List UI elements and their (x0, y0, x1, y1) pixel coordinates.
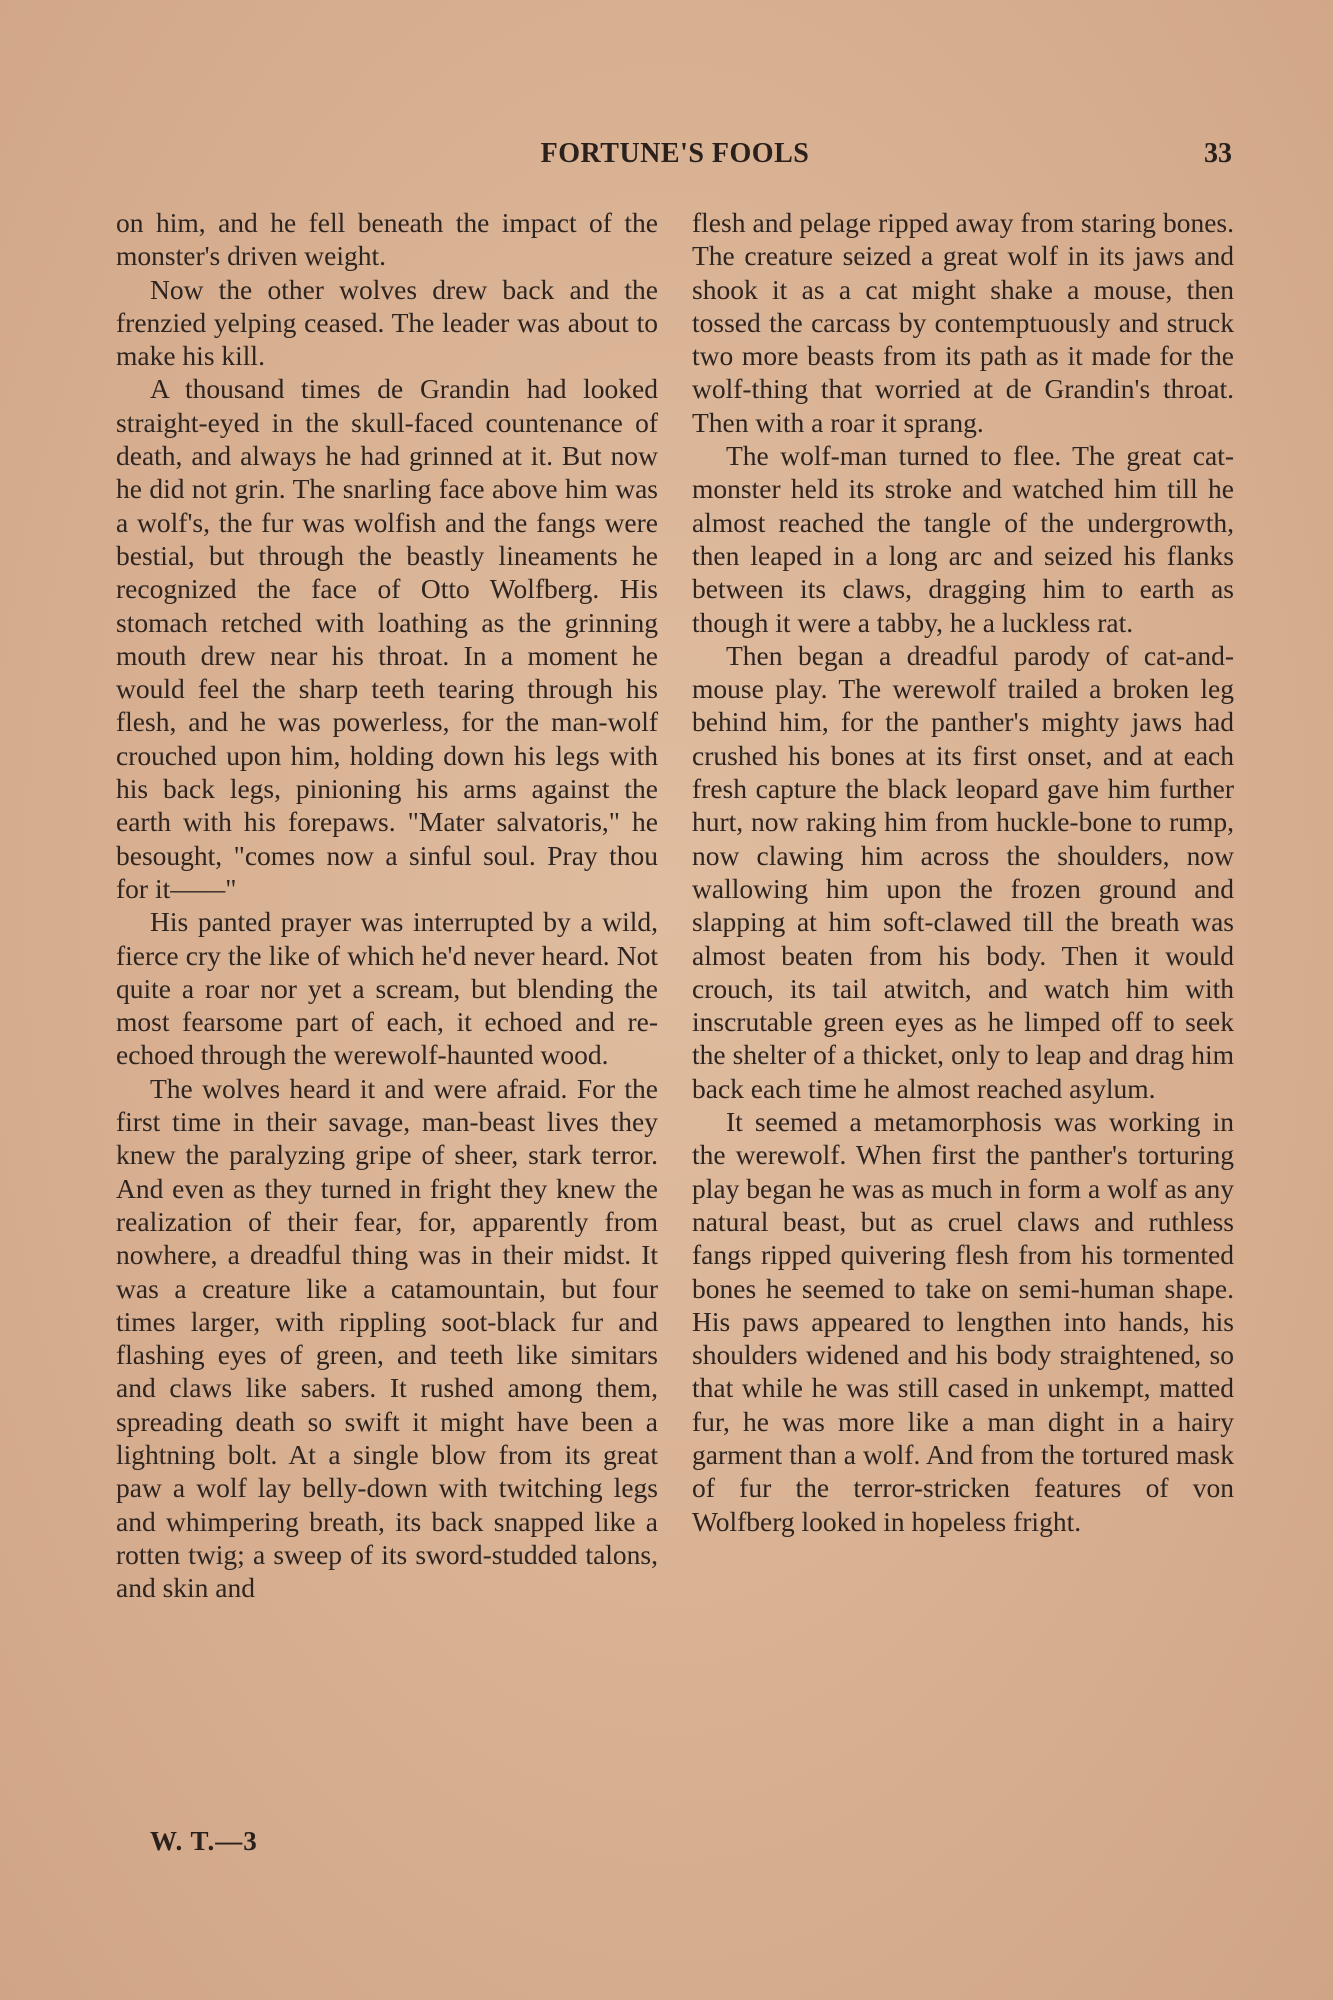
left-column (116, 206, 658, 1604)
paragraph: The wolf-man turned to flee. The great cat-monster held its stroke and watched him till he almost reached the tangle of the undergrowth, then leaped in a long arc and seized his flanks between its claws, dragging him to earth as though it were a tabby, he a luckless rat. (692, 440, 1234, 638)
paragraph: on him, and he fell beneath the impact of the monster's driven weight. (116, 207, 658, 272)
page-number: 33 (1204, 138, 1232, 169)
paragraph: His panted prayer was interrupted by a wild, fierce cry the like of which he'd never heard. Not quite a roar nor yet a scream, but blending the most fearsome part of each, it echoed and re-echoed through the werewolf-haunted wood. (116, 906, 658, 1071)
paragraph: It seemed a metamorphosis was working in the werewolf. When first the panther's torturing play began he was as much in form a wolf as any natural beast, but as cruel claws and ruthless fangs ripped quivering flesh from his tormented bones he seemed to take on semi-human shape. His paws appeared to lengthen into hands, his shoulders widened and his body straightened, so that while he was still cased in unkempt, matted fur, he was more like a man dight in a hairy garment than a wolf. And from the tortured mask of fur the terror-stricken features of von Wolfberg looked in hopeless fright. (692, 1106, 1234, 1537)
paragraph: The wolves heard it and were afraid. For the first time in their savage, man-beast lives they knew the paralyzing gripe of sheer, stark terror. And even as they turned in fright they knew the realization of their fear, for, apparently from nowhere, a dreadful thing was in their midst. It was a creature like a catamountain, but four times larger, with rippling soot-black fur and flashing eyes of green, and teeth like simitars and claws like sabers. It rushed among them, spreading death so swift it might have been a lightning bolt. At a single blow from its great paw a wolf lay belly-down with twitching legs and whimpering breath, its back snapped like a rotten twig; a sweep of its sword-studded talons, and skin and (116, 1072, 658, 1604)
paragraph: Now the other wolves drew back and the frenzied yelping ceased. The leader was about to make his kill. (116, 273, 658, 372)
paragraph: flesh and pelage ripped away from staring bones. The creature seized a great wolf in its jaws and shook it as a cat might shake a mouse, then tossed the carcass by contemptuously and struck two more beasts from its path as it made for the wolf-thing that worried at de Grandin's throat. Then with a roar it sprang. (692, 207, 1234, 438)
paragraph: Then began a dreadful parody of cat-and-mouse play. The werewolf trailed a broken leg behind him, for the panther's mighty jaws had crushed his bones at its first onset, and at each fresh capture the black leopard gave him further hurt, now raking him from huckle-bone to rump, now clawing him across the shoulders, now wallowing him upon the frozen ground and slapping at him soft-clawed till the breath was almost beaten from his body. Then it would crouch, its tail atwitch, and watch him with inscrutable green eyes as he limped off to seek the shelter of a thicket, only to leap and drag him back each time he almost reached asylum. (692, 639, 1234, 1104)
signature-mark: W. T.—3 (150, 1826, 258, 1856)
running-title: FORTUNE'S FOOLS (540, 138, 810, 169)
running-head (116, 138, 1234, 178)
paragraph: A thousand times de Grandin had looked straight-eyed in the skull-faced countenance of death, and always he had grinned at it. But now he did not grin. The snarling face above him was a wolf's, the fur was wolfish and the fangs were bestial, but through the beastly lineaments he recognized the face of Otto Wolfberg. His stomach retched with loathing as the grinning mouth drew near his throat. In a moment he would feel the sharp teeth tearing through his flesh, and he was powerless, for the man-wolf crouched upon him, holding down his legs with his back legs, pinioning his arms against the earth with his forepaws. "Mater salvatoris," he besought, "comes now a sinful soul. Pray thou for it——" (116, 373, 658, 904)
right-column (692, 206, 1234, 1538)
